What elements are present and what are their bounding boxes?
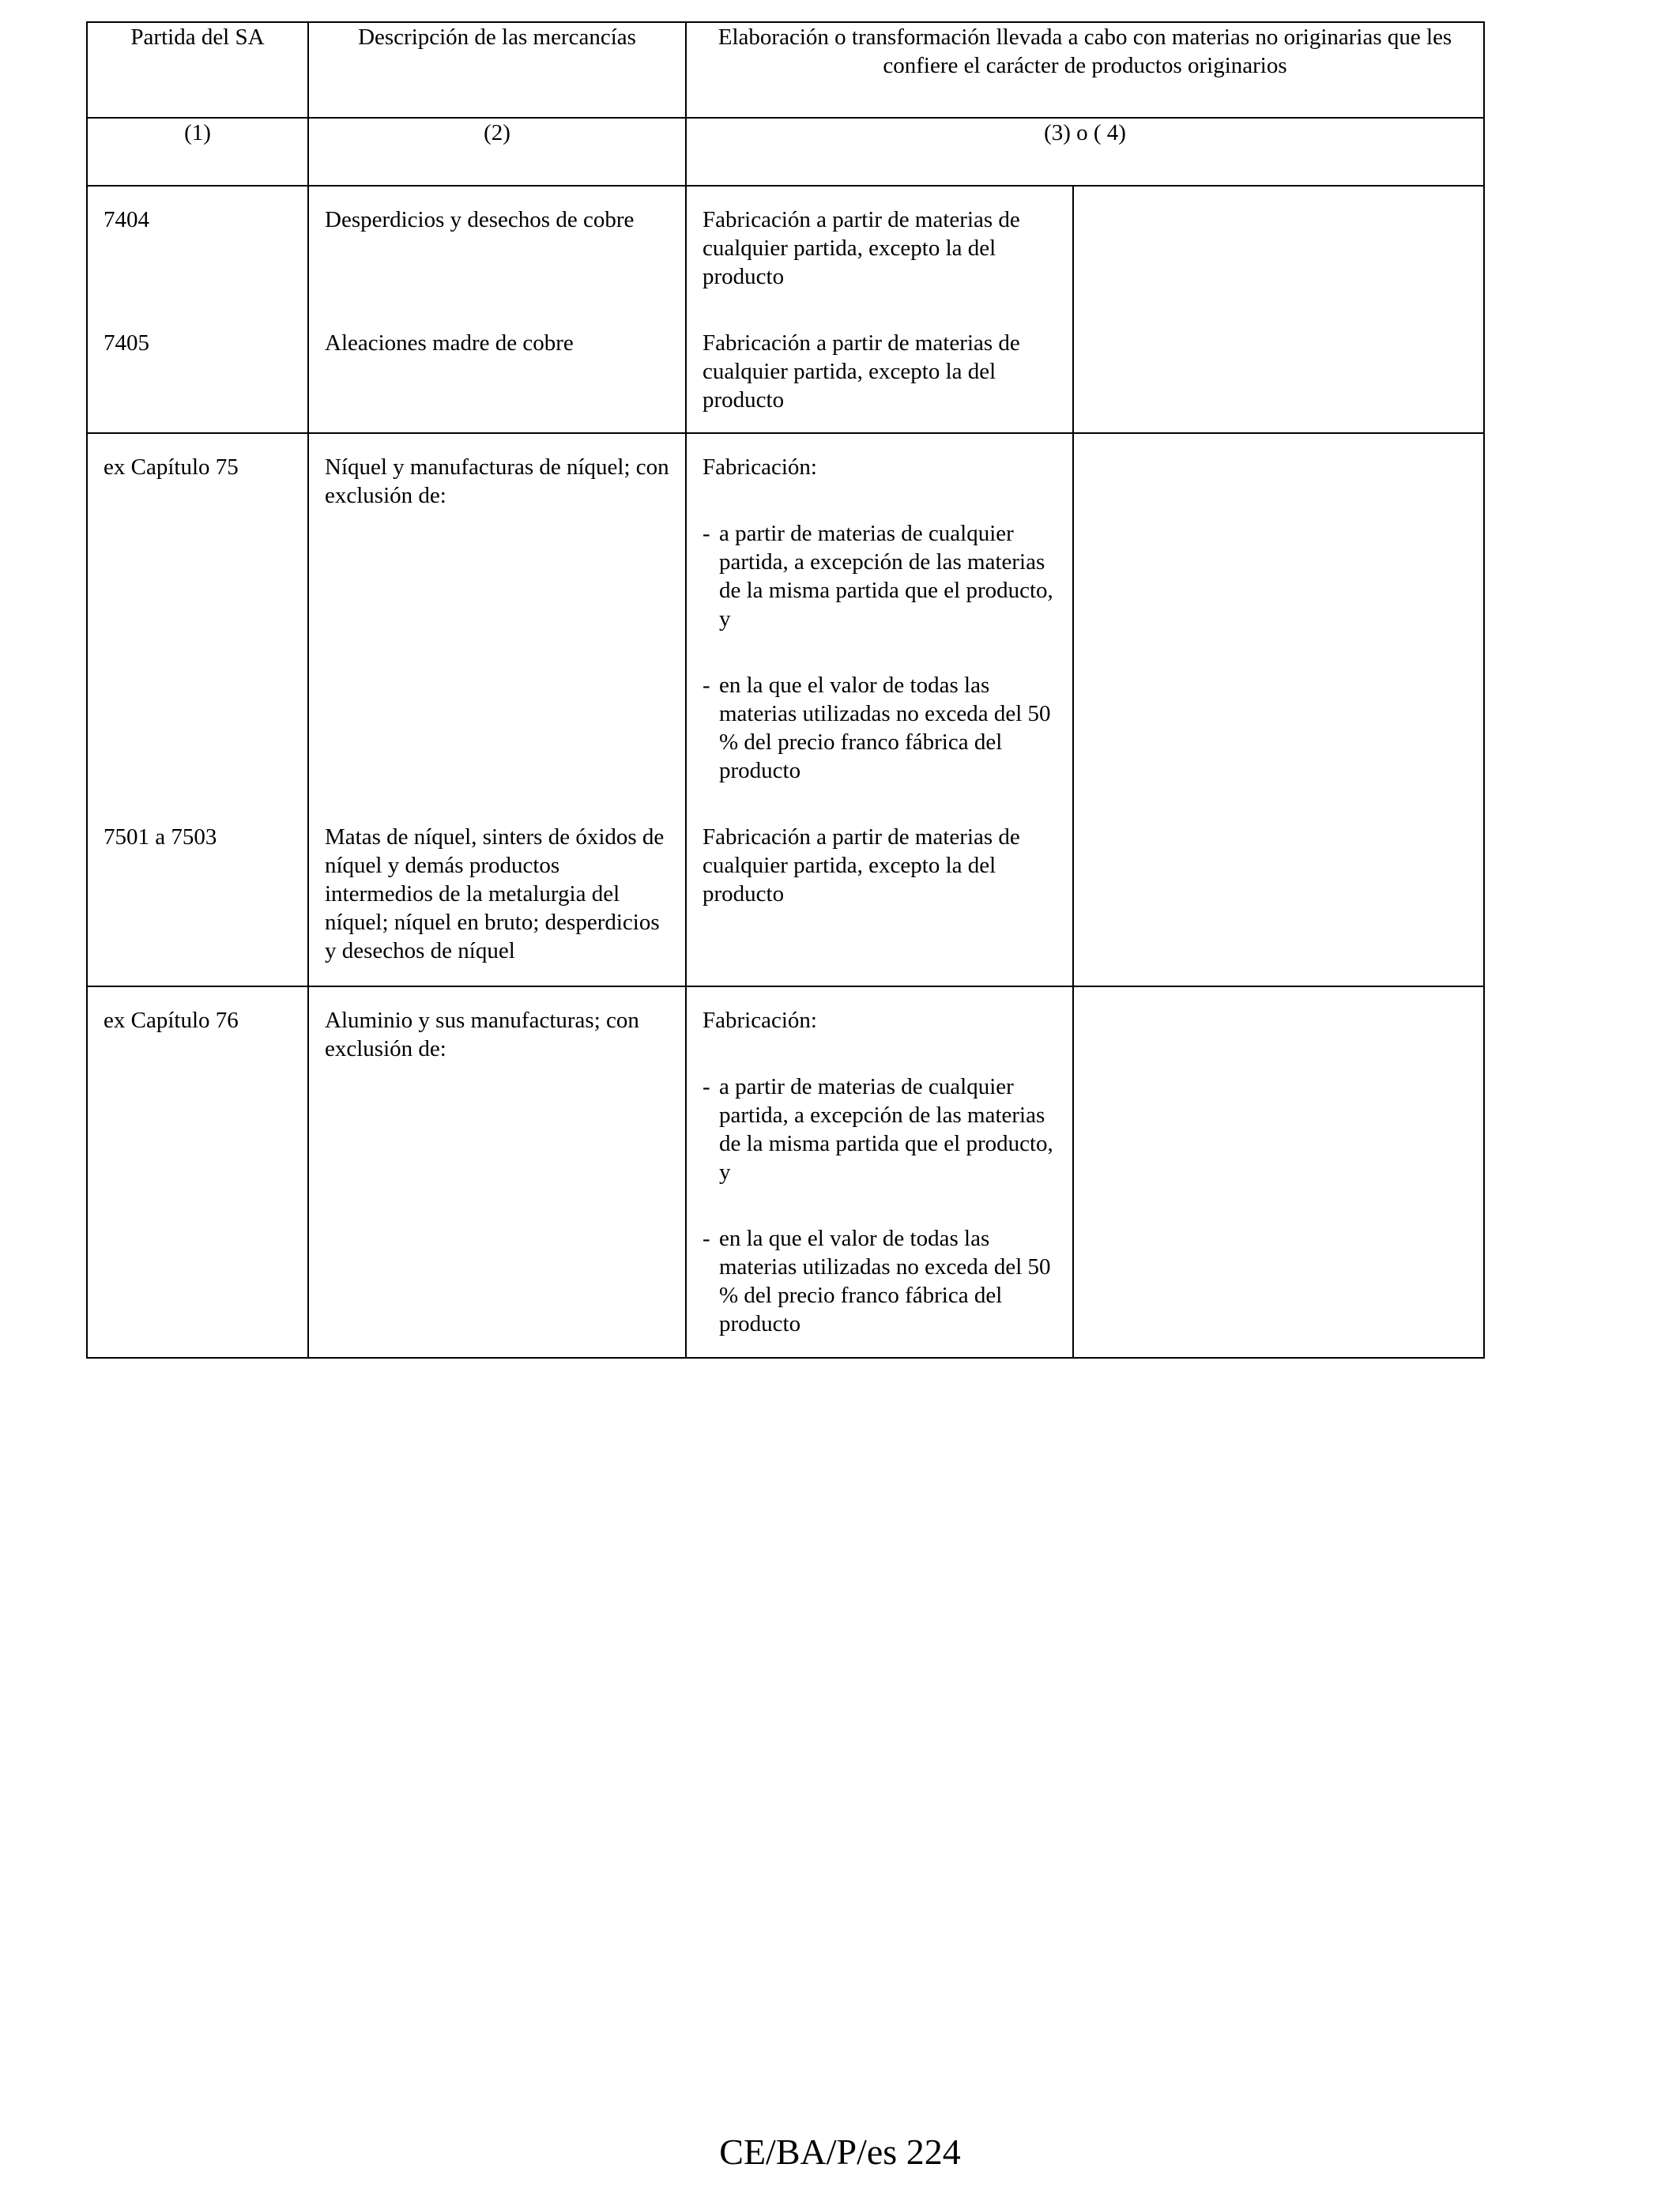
bullet-marker: - xyxy=(703,1226,710,1251)
processing-rule-cell xyxy=(686,433,1073,986)
rules-of-origin-table xyxy=(86,21,1485,1359)
hs-code-cell xyxy=(87,433,308,986)
goods-description: Aleaciones madre de cobre xyxy=(325,330,574,356)
hs-code: 7405 xyxy=(104,330,149,356)
header-hs-heading: Partida del SA xyxy=(87,22,308,118)
goods-description: Matas de níquel, sinters de óxidos de níquel y demás productos intermedios de la metalurgia del níquel; níquel en bruto; desperdicios y desechos de níquel xyxy=(325,824,665,963)
description-cell xyxy=(308,986,686,1358)
processing-rule-cell xyxy=(686,186,1073,433)
rule-bullet: - en la que el valor de todas las materias utilizadas no exceda del 50 % del precio franco fábrica del producto xyxy=(703,673,1051,783)
alternative-rule-cell xyxy=(1073,186,1484,433)
hs-code: 7501 a 7503 xyxy=(104,824,217,850)
table-row xyxy=(87,986,1484,1358)
rule-intro: Fabricación: xyxy=(703,454,817,480)
goods-description: Níquel y manufacturas de níquel; con exclusión de: xyxy=(325,454,669,508)
goods-description: Desperdicios y desechos de cobre xyxy=(325,207,635,232)
table-header-row xyxy=(87,22,1484,118)
column-number-1: (1) xyxy=(87,118,308,186)
goods-description: Aluminio y sus manufacturas; con exclusión de: xyxy=(325,1008,639,1061)
bullet-marker: - xyxy=(703,1074,710,1099)
rule-intro: Fabricación: xyxy=(703,1008,817,1033)
hs-code: 7404 xyxy=(104,207,149,232)
header-processing-rule: Elaboración o transformación llevada a cabo con materias no originarias que les confiere el carácter de productos originarios xyxy=(686,22,1484,118)
description-cell xyxy=(308,186,686,433)
table-row xyxy=(87,186,1484,433)
rule-bullet: - a partir de materias de cualquier partida, a excepción de las materias de la misma partida que el producto, y xyxy=(703,521,1053,631)
alternative-rule-cell xyxy=(1073,986,1484,1358)
hs-code-cell xyxy=(87,186,308,433)
description-cell xyxy=(308,433,686,986)
column-number-3-4: (3) o ( 4) xyxy=(686,118,1484,186)
processing-rule: Fabricación a partir de materias de cualquier partida, excepto la del producto xyxy=(703,207,1020,289)
processing-rule-cell xyxy=(686,986,1073,1358)
rule-bullet: - en la que el valor de todas las materias utilizadas no exceda del 50 % del precio franco fábrica del producto xyxy=(703,1226,1051,1336)
hs-code-cell xyxy=(87,986,308,1358)
bullet-marker: - xyxy=(703,673,710,698)
alternative-rule-cell xyxy=(1073,433,1484,986)
hs-code: ex Capítulo 76 xyxy=(104,1008,239,1033)
column-number-2: (2) xyxy=(308,118,686,186)
processing-rule: Fabricación a partir de materias de cualquier partida, excepto la del producto xyxy=(703,330,1020,413)
header-description: Descripción de las mercancías xyxy=(308,22,686,118)
rule-bullet: - a partir de materias de cualquier partida, a excepción de las materias de la misma partida que el producto, y xyxy=(703,1074,1053,1185)
bullet-marker: - xyxy=(703,521,710,546)
processing-rule: Fabricación a partir de materias de cualquier partida, excepto la del producto xyxy=(703,824,1020,907)
hs-code: ex Capítulo 75 xyxy=(104,454,239,480)
page-reference: CE/BA/P/es 224 xyxy=(719,2132,961,2172)
table-row xyxy=(87,433,1484,986)
column-number-row xyxy=(87,118,1484,186)
